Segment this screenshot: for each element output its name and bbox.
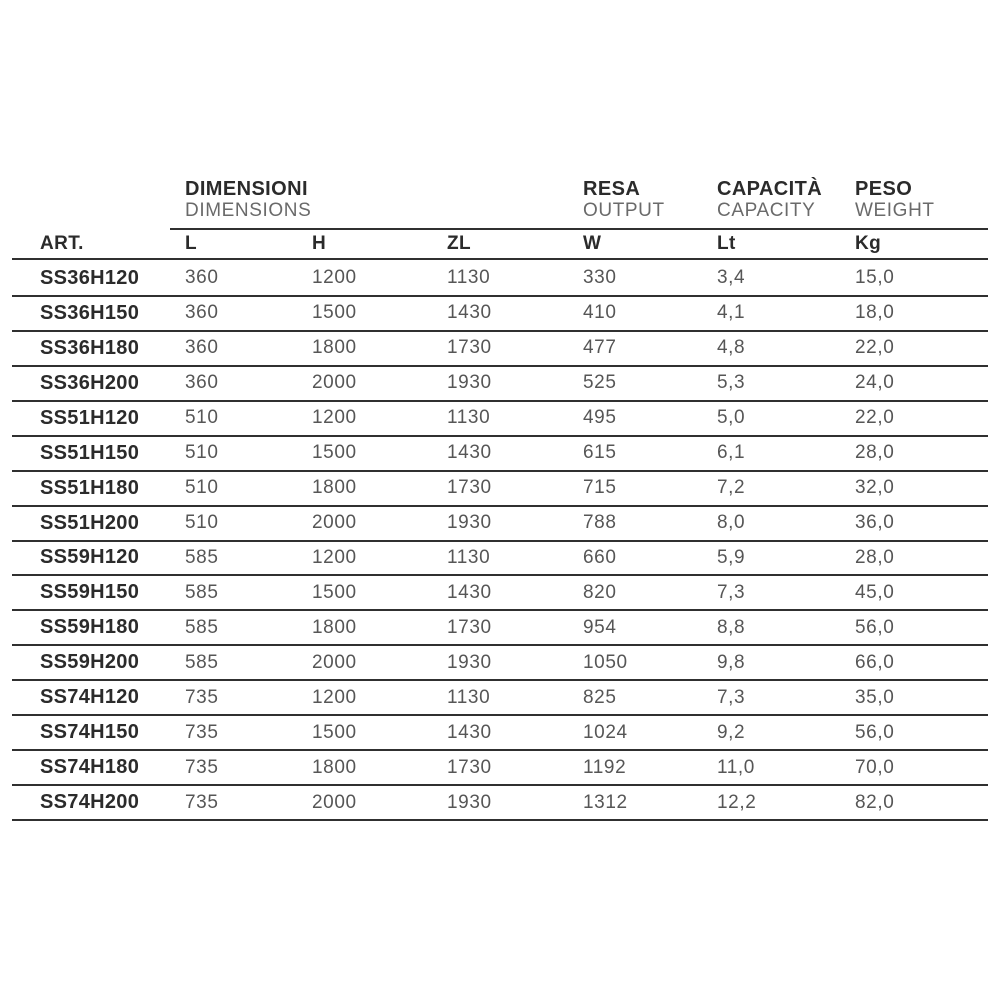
value-cell-h: 1200 — [312, 686, 357, 708]
value-cell-kg: 24,0 — [855, 372, 895, 394]
value-cell-zl: 1930 — [447, 791, 492, 813]
group-subtitle-output: OUTPUT — [583, 200, 665, 221]
group-subtitle-dimensions: DIMENSIONS — [185, 200, 312, 221]
value-cell-lt: 5,3 — [717, 372, 746, 394]
group-title-capacita: CAPACITÀ — [717, 178, 823, 200]
table-row — [12, 646, 988, 681]
value-cell-lt: 12,2 — [717, 791, 757, 813]
column-header-l: L — [185, 233, 198, 254]
table-row — [12, 542, 988, 577]
value-cell-lt: 9,8 — [717, 651, 746, 673]
value-cell-w: 410 — [583, 302, 617, 324]
article-code-cell: SS74H180 — [40, 756, 140, 779]
value-cell-w: 820 — [583, 581, 617, 603]
value-cell-zl: 1930 — [447, 372, 492, 394]
value-cell-h: 1500 — [312, 442, 357, 464]
article-code-cell: SS51H180 — [40, 476, 140, 499]
column-group-capacity — [717, 178, 822, 228]
value-cell-zl: 1730 — [447, 477, 492, 499]
column-header-art: ART. — [40, 233, 84, 254]
value-cell-w: 615 — [583, 442, 617, 464]
value-cell-kg: 36,0 — [855, 512, 895, 534]
value-cell-lt: 8,8 — [717, 616, 746, 638]
table-row — [12, 367, 988, 402]
table-row — [12, 716, 988, 751]
value-cell-zl: 1130 — [447, 407, 491, 429]
value-cell-l: 510 — [185, 477, 219, 499]
value-cell-w: 477 — [583, 337, 617, 359]
article-code-cell: SS74H150 — [40, 721, 140, 744]
value-cell-kg: 70,0 — [855, 756, 895, 778]
column-group-weight — [855, 178, 935, 228]
value-cell-l: 360 — [185, 337, 219, 359]
value-cell-zl: 1430 — [447, 442, 492, 464]
value-cell-h: 1800 — [312, 616, 357, 638]
value-cell-h: 1200 — [312, 407, 357, 429]
article-code-cell: SS59H200 — [40, 651, 140, 674]
column-header-kg: Kg — [855, 233, 882, 254]
value-cell-w: 788 — [583, 512, 617, 534]
value-cell-zl: 1130 — [447, 267, 491, 289]
value-cell-w: 1050 — [583, 651, 628, 673]
value-cell-kg: 18,0 — [855, 302, 895, 324]
value-cell-w: 715 — [583, 477, 617, 499]
article-code-cell: SS74H120 — [40, 686, 140, 709]
table-row — [12, 751, 988, 786]
column-header-h: H — [312, 233, 327, 254]
value-cell-lt: 5,9 — [717, 546, 746, 568]
value-cell-kg: 32,0 — [855, 477, 895, 499]
value-cell-l: 510 — [185, 442, 219, 464]
value-cell-kg: 45,0 — [855, 581, 895, 603]
table-row — [12, 786, 988, 821]
group-subtitle-capacity: CAPACITY — [717, 200, 816, 221]
value-cell-h: 1200 — [312, 267, 357, 289]
article-code-cell: SS36H150 — [40, 301, 140, 324]
article-code-cell: SS36H180 — [40, 336, 140, 359]
table-row — [12, 611, 988, 646]
value-cell-zl: 1730 — [447, 616, 492, 638]
value-cell-kg: 22,0 — [855, 337, 895, 359]
value-cell-w: 495 — [583, 407, 617, 429]
value-cell-l: 585 — [185, 616, 219, 638]
column-header-lt: Lt — [717, 233, 736, 254]
column-header-w: W — [583, 233, 602, 254]
article-code-cell: SS36H120 — [40, 266, 140, 289]
value-cell-l: 585 — [185, 651, 219, 673]
value-cell-h: 1500 — [312, 581, 357, 603]
value-cell-lt: 5,0 — [717, 407, 746, 429]
value-cell-l: 360 — [185, 302, 219, 324]
value-cell-lt: 8,0 — [717, 512, 746, 534]
value-cell-lt: 3,4 — [717, 267, 746, 289]
value-cell-w: 660 — [583, 546, 617, 568]
value-cell-h: 1800 — [312, 477, 357, 499]
value-cell-h: 2000 — [312, 372, 357, 394]
value-cell-kg: 82,0 — [855, 791, 895, 813]
value-cell-w: 825 — [583, 686, 617, 708]
value-cell-h: 2000 — [312, 791, 357, 813]
value-cell-lt: 9,2 — [717, 721, 746, 743]
value-cell-h: 2000 — [312, 512, 357, 534]
value-cell-h: 1500 — [312, 302, 357, 324]
table-row — [12, 262, 988, 297]
table-row — [12, 472, 988, 507]
table-row — [12, 297, 988, 332]
value-cell-lt: 7,3 — [717, 686, 746, 708]
value-cell-lt: 7,2 — [717, 477, 746, 499]
value-cell-w: 1024 — [583, 721, 628, 743]
article-code-cell: SS59H120 — [40, 546, 140, 569]
value-cell-kg: 28,0 — [855, 546, 895, 568]
group-title-peso: PESO — [855, 178, 913, 200]
article-code-cell: SS59H150 — [40, 581, 140, 604]
value-cell-h: 1200 — [312, 546, 357, 568]
value-cell-lt: 7,3 — [717, 581, 746, 603]
value-cell-h: 1500 — [312, 721, 357, 743]
value-cell-zl: 1930 — [447, 512, 492, 534]
value-cell-kg: 28,0 — [855, 442, 895, 464]
value-cell-w: 330 — [583, 267, 617, 289]
value-cell-h: 2000 — [312, 651, 357, 673]
value-cell-l: 585 — [185, 581, 219, 603]
group-title-resa: RESA — [583, 178, 641, 200]
table-row — [12, 507, 988, 542]
value-cell-w: 1312 — [583, 791, 628, 813]
value-cell-zl: 1130 — [447, 546, 491, 568]
table-body — [12, 262, 988, 821]
value-cell-l: 735 — [185, 686, 219, 708]
value-cell-lt: 4,8 — [717, 337, 746, 359]
value-cell-l: 510 — [185, 512, 219, 534]
value-cell-lt: 6,1 — [717, 442, 746, 464]
value-cell-kg: 35,0 — [855, 686, 895, 708]
group-subtitle-weight: WEIGHT — [855, 200, 935, 221]
value-cell-h: 1800 — [312, 756, 357, 778]
table-row — [12, 437, 988, 472]
value-cell-kg: 22,0 — [855, 407, 895, 429]
value-cell-zl: 1730 — [447, 756, 492, 778]
value-cell-l: 735 — [185, 721, 219, 743]
value-cell-w: 1192 — [583, 756, 627, 778]
column-group-output — [583, 178, 665, 228]
column-header-row — [12, 230, 988, 260]
value-cell-l: 735 — [185, 791, 219, 813]
table-row — [12, 576, 988, 611]
value-cell-l: 360 — [185, 372, 219, 394]
article-code-cell: SS74H200 — [40, 791, 140, 814]
value-cell-zl: 1430 — [447, 581, 492, 603]
value-cell-kg: 56,0 — [855, 616, 895, 638]
article-code-cell: SS59H180 — [40, 616, 140, 639]
table-row — [12, 332, 988, 367]
value-cell-kg: 66,0 — [855, 651, 895, 673]
value-cell-zl: 1930 — [447, 651, 492, 673]
value-cell-zl: 1430 — [447, 721, 492, 743]
value-cell-zl: 1730 — [447, 337, 492, 359]
value-cell-kg: 15,0 — [855, 267, 895, 289]
value-cell-w: 525 — [583, 372, 617, 394]
value-cell-h: 1800 — [312, 337, 357, 359]
column-header-zl: ZL — [447, 233, 472, 254]
article-code-cell: SS51H200 — [40, 511, 140, 534]
value-cell-lt: 11,0 — [717, 756, 755, 778]
value-cell-kg: 56,0 — [855, 721, 895, 743]
article-code-cell: SS51H150 — [40, 441, 140, 464]
value-cell-lt: 4,1 — [717, 302, 746, 324]
value-cell-zl: 1130 — [447, 686, 491, 708]
value-cell-l: 585 — [185, 546, 219, 568]
table-row — [12, 402, 988, 437]
value-cell-l: 735 — [185, 756, 219, 778]
value-cell-zl: 1430 — [447, 302, 492, 324]
value-cell-w: 954 — [583, 616, 617, 638]
table-row — [12, 681, 988, 716]
value-cell-l: 510 — [185, 407, 219, 429]
article-code-cell: SS36H200 — [40, 371, 140, 394]
column-group-dimensions — [185, 178, 311, 228]
value-cell-l: 360 — [185, 267, 219, 289]
article-code-cell: SS51H120 — [40, 406, 140, 429]
group-title-dimensioni: DIMENSIONI — [185, 178, 308, 200]
